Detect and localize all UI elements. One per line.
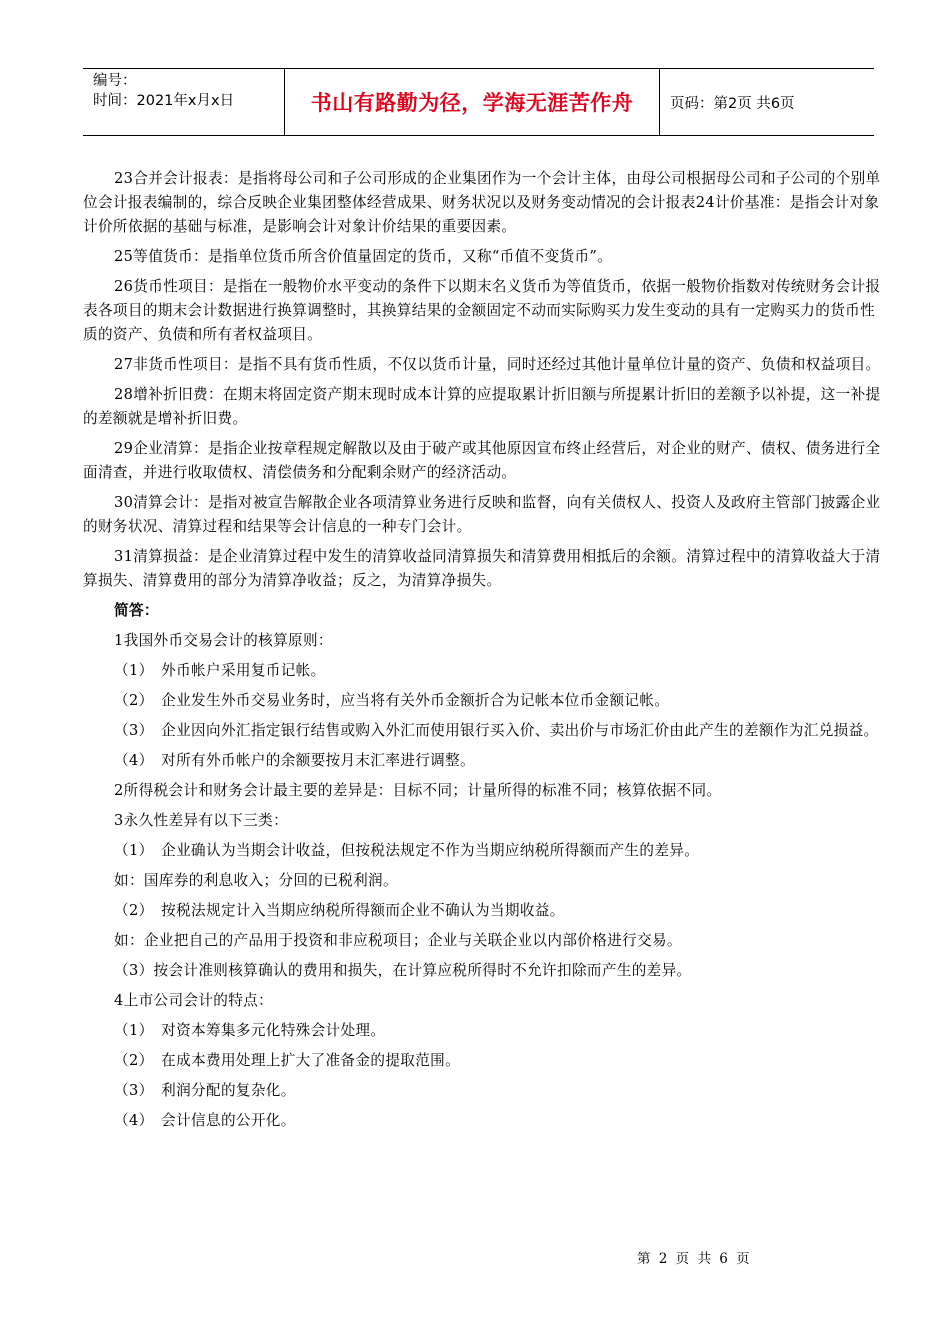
document-header	[83, 68, 874, 136]
paragraph: 31清算损益：是企业清算过程中发生的清算收益同清算损失和清算费用相抵后的余额。清算过程中的清算收益大于清算损失、清算费用的部分为清算净收益；反之，为清算净损失。	[83, 548, 881, 589]
paragraph: 23合并会计报表：是指将母公司和子公司形成的企业集团作为一个会计主体，由母公司根据母公司和子公司的个别单位会计报表编制的，综合反映企业集团整体经营成果、财务状况以及财务变动情况的会计报表24计价基准：是指会计对象计价所依据的基础与标准，是影响会计对象计价结果的重要因素。	[83, 170, 881, 235]
paragraph: （2） 在成本费用处理上扩大了准备金的提取范围。	[114, 1052, 461, 1069]
paragraph: 如：企业把自己的产品用于投资和非应税项目；企业与关联企业以内部价格进行交易。	[114, 932, 682, 949]
paragraph: （4） 会计信息的公开化。	[114, 1112, 296, 1129]
paragraph: 4上市公司会计的特点：	[114, 992, 274, 1009]
header-page-label: 页码：第2页 共6页	[670, 95, 795, 112]
paragraph: （2） 企业发生外币交易业务时，应当将有关外币金额折合为记帐本位币金额记帐。	[114, 692, 670, 709]
paragraph: 30清算会计：是指对被宣告解散企业各项清算业务进行反映和监督，向有关债权人、投资人及政府主管部门披露企业的财务状况、清算过程和结果等会计信息的一种专门会计。	[83, 494, 881, 535]
page-footer: 第 2 页 共 6 页	[637, 1251, 752, 1267]
section-heading: 简答：	[114, 602, 159, 619]
header-meta-cell	[83, 69, 285, 135]
paragraph: 2所得税会计和财务会计最主要的差异是：目标不同；计量所得的标准不同；核算依据不同。	[114, 782, 722, 799]
document-time-label: 时间：2021年x月x日	[93, 93, 235, 109]
paragraph: 26货币性项目：是指在一般物价水平变动的条件下以期末名义货币为等值货币，依据一般物价指数对传统财务会计报表各项目的期末会计数据进行换算调整时，其换算结果的金额固定不动而实际购买力发生变动的具有一定购买力的货币性质的资产、负债和所有者权益项目。	[83, 278, 881, 343]
paragraph: （1） 外币帐户采用复币记帐。	[114, 662, 326, 679]
paragraph: 28增补折旧费：在期末将固定资产期末现时成本计算的应提取累计折旧额与所提累计折旧的差额予以补提，这一补提的差额就是增补折旧费。	[83, 386, 881, 427]
paragraph: （3） 企业因向外汇指定银行结售或购入外汇而使用银行买入价、卖出价与市场汇价由此产生的差额作为汇兑损益。	[114, 722, 879, 739]
paragraph: 1我国外币交易会计的核算原则：	[114, 632, 333, 649]
paragraph: （1） 企业确认为当期会计收益，但按税法规定不作为当期应纳税所得额而产生的差异。	[114, 842, 700, 859]
header-motto: 书山有路勤为径，学海无涯苦作舟	[285, 69, 660, 135]
paragraph: 3永久性差异有以下三类：	[114, 812, 289, 829]
document-number-label: 编号：	[93, 73, 137, 89]
paragraph: 如：国库券的利息收入；分回的已税利润。	[114, 872, 398, 889]
paragraph: 27非货币性项目：是指不具有货币性质，不仅以货币计量，同时还经过其他计量单位计量的资产、负债和权益项目。	[114, 356, 881, 373]
paragraph: （1） 对资本筹集多元化特殊会计处理。	[114, 1022, 386, 1039]
paragraph: （3）按会计准则核算确认的费用和损失，在计算应税所得时不允许扣除而产生的差异。	[114, 962, 692, 979]
paragraph: 29企业清算：是指企业按章程规定解散以及由于破产或其他原因宣布终止经营后，对企业的财产、债权、债务进行全面清查，并进行收取债权、清偿债务和分配剩余财产的经济活动。	[83, 440, 881, 481]
paragraph: （2） 按税法规定计入当期应纳税所得额而企业不确认为当期收益。	[114, 902, 565, 919]
paragraph: 25等值货币：是指单位货币所含价值量固定的货币，又称“币值不变货币”。	[114, 248, 613, 265]
paragraph: （3） 利润分配的复杂化。	[114, 1082, 296, 1099]
document-body	[83, 167, 881, 1139]
paragraph: （4） 对所有外币帐户的余额要按月末汇率进行调整。	[114, 752, 475, 769]
